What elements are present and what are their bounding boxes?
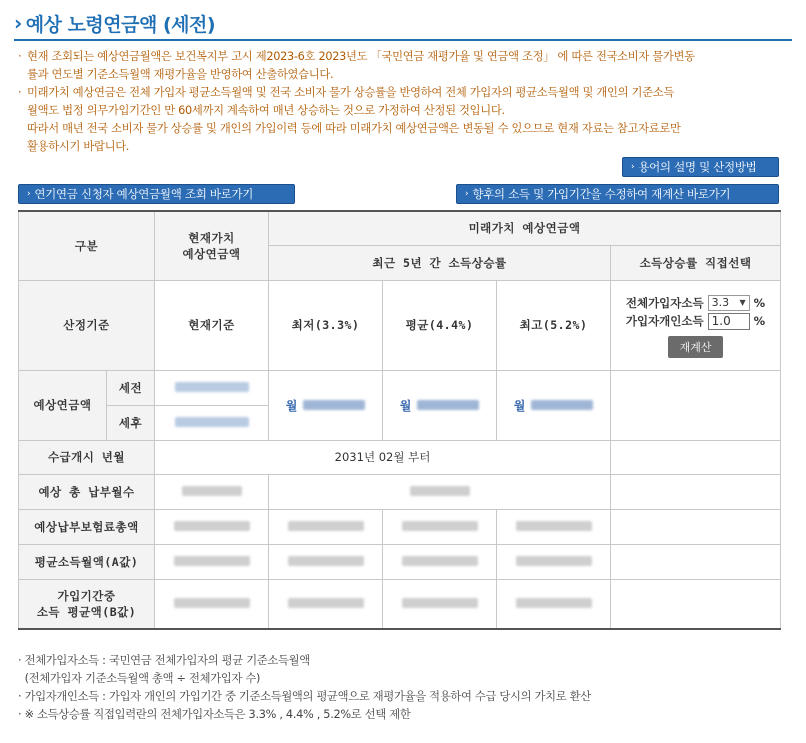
start-date-label: 수급개시 년월 <box>19 440 155 474</box>
current-basis: 현재기준 <box>155 280 269 370</box>
current-avg-income <box>155 544 269 579</box>
all-income-row: 전체가입자소득 3.3 ▼ % <box>625 295 766 310</box>
start-date-empty <box>611 440 781 474</box>
terms-explanation-button[interactable]: › 용어의 설명 및 산정방법 <box>622 157 779 177</box>
direct-pension-value <box>611 370 781 440</box>
notice-line: 월액도 법정 의무가입기간인 만 60세까지 계속하여 매년 상승하는 것으로 가정하여 산정된 것입니다. <box>27 104 505 117</box>
high-period-avg <box>497 579 611 629</box>
header-future-value: 미래가치 예상연금액 <box>269 211 781 245</box>
page-title-text: 예상 노령연금액 (세전) <box>25 13 216 36</box>
pension-table <box>18 210 781 630</box>
chevron-right-icon: › <box>27 189 31 199</box>
high-avg-income <box>497 544 611 579</box>
footer-line: · 가입자개인소득 : 가입자 개인의 가입기간 중 기준소득월액의 평균액으로 재평가율을 적용하여 수급 당시의 가치로 환산 <box>18 690 591 703</box>
header-category: 구분 <box>19 211 155 280</box>
expected-pension-label: 예상연금액 <box>19 370 107 440</box>
total-premium-label: 예상납부보험료총액 <box>19 509 155 544</box>
posttax-label: 세후 <box>107 405 155 440</box>
header-current-value: 현재가치 예상연금액 <box>155 211 269 280</box>
current-pretax-value <box>155 370 269 405</box>
notice-line: 따라서 매년 전국 소비자 물가 상승률 및 개인의 가입이력 등에 따라 미래가치 예상연금액은 변동될 수 있으므로 현재 자료는 참고자료로만 <box>27 122 681 135</box>
period-avg-label: 가입기간중 소득 평균액(B값) <box>19 579 155 629</box>
header-recent-5yr: 최근 5년 간 소득상승률 <box>269 245 611 280</box>
indiv-income-input[interactable]: 1.0 <box>708 313 750 330</box>
footer-line: · ※ 소득상승률 직접입력란의 전체가입자소득은 3.3% , 4.4% , 5.2%로 선택 제한 <box>18 708 411 721</box>
avg-period-avg <box>383 579 497 629</box>
direct-total-premium <box>611 509 781 544</box>
low-rate-header: 최저(3.3%) <box>269 280 383 370</box>
current-period-avg <box>155 579 269 629</box>
footer-line: · 전체가입자소득 : 국민연금 전체가입자의 평균 기준소득월액 <box>18 654 310 667</box>
high-total-premium <box>497 509 611 544</box>
deferred-pension-lookup-button[interactable]: › 연기연금 신청자 예상연금월액 조회 바로가기 <box>18 184 295 204</box>
low-avg-income <box>269 544 383 579</box>
current-posttax-value <box>155 405 269 440</box>
footer-notes <box>18 652 788 724</box>
recalculate-button[interactable]: 재계산 <box>668 336 724 358</box>
notice-line: · 미래가치 예상연금은 전체 가입자 평균소득월액 및 전국 소비자 물가 상승률을 반영하여 전체 가입자의 평균소득월액 및 개인의 기준소득 <box>18 86 674 99</box>
future-total-months <box>269 474 611 509</box>
chevron-right-icon: › <box>14 11 22 35</box>
title-divider <box>14 39 792 41</box>
pretax-label: 세전 <box>107 370 155 405</box>
direct-select-cell <box>611 280 781 370</box>
avg-income-label: 평균소득월액(A값) <box>19 544 155 579</box>
chevron-right-icon: › <box>465 189 469 199</box>
footer-line: (전체가입자 기준소득월액 총액 ÷ 전체가입자 수) <box>18 672 261 685</box>
high-pension-value: 월 <box>497 370 611 440</box>
avg-rate-header: 평균(4.4%) <box>383 280 497 370</box>
start-date-value: 2031년 02월 부터 <box>155 440 611 474</box>
direct-period-avg <box>611 579 781 629</box>
avg-pension-value: 월 <box>383 370 497 440</box>
calc-basis-label: 산정기준 <box>19 280 155 370</box>
chevron-right-icon: › <box>631 162 635 172</box>
current-total-months <box>155 474 269 509</box>
direct-avg-income <box>611 544 781 579</box>
notice-line: 활용하시기 바랍니다. <box>27 140 130 153</box>
chevron-down-icon: ▼ <box>739 298 746 307</box>
page-title <box>14 8 215 38</box>
total-months-label: 예상 총 납부월수 <box>19 474 155 509</box>
current-total-premium <box>155 509 269 544</box>
avg-avg-income <box>383 544 497 579</box>
avg-total-premium <box>383 509 497 544</box>
recalculate-link-button[interactable]: › 향후의 소득 및 가입기간을 수정하여 재계산 바로가기 <box>456 184 779 204</box>
notice-line: · 현재 조회되는 예상연금월액은 보건복지부 고시 제2023-6호 2023년도 「국민연금 재평가율 및 연금액 조정」 에 따른 전국소비자 물가변동 <box>18 50 695 63</box>
notice-line: 률과 연도별 기준소득월액 재평가율을 반영하여 산출하였습니다. <box>27 68 334 81</box>
high-rate-header: 최고(5.2%) <box>497 280 611 370</box>
header-direct-select: 소득상승률 직접선택 <box>611 245 781 280</box>
indiv-income-row: 가입자개인소득 1.0 % <box>625 313 766 328</box>
low-total-premium <box>269 509 383 544</box>
low-period-avg <box>269 579 383 629</box>
notice-block <box>18 48 788 156</box>
all-income-select[interactable]: 3.3 ▼ <box>708 295 750 311</box>
low-pension-value: 월 <box>269 370 383 440</box>
direct-total-months <box>611 474 781 509</box>
